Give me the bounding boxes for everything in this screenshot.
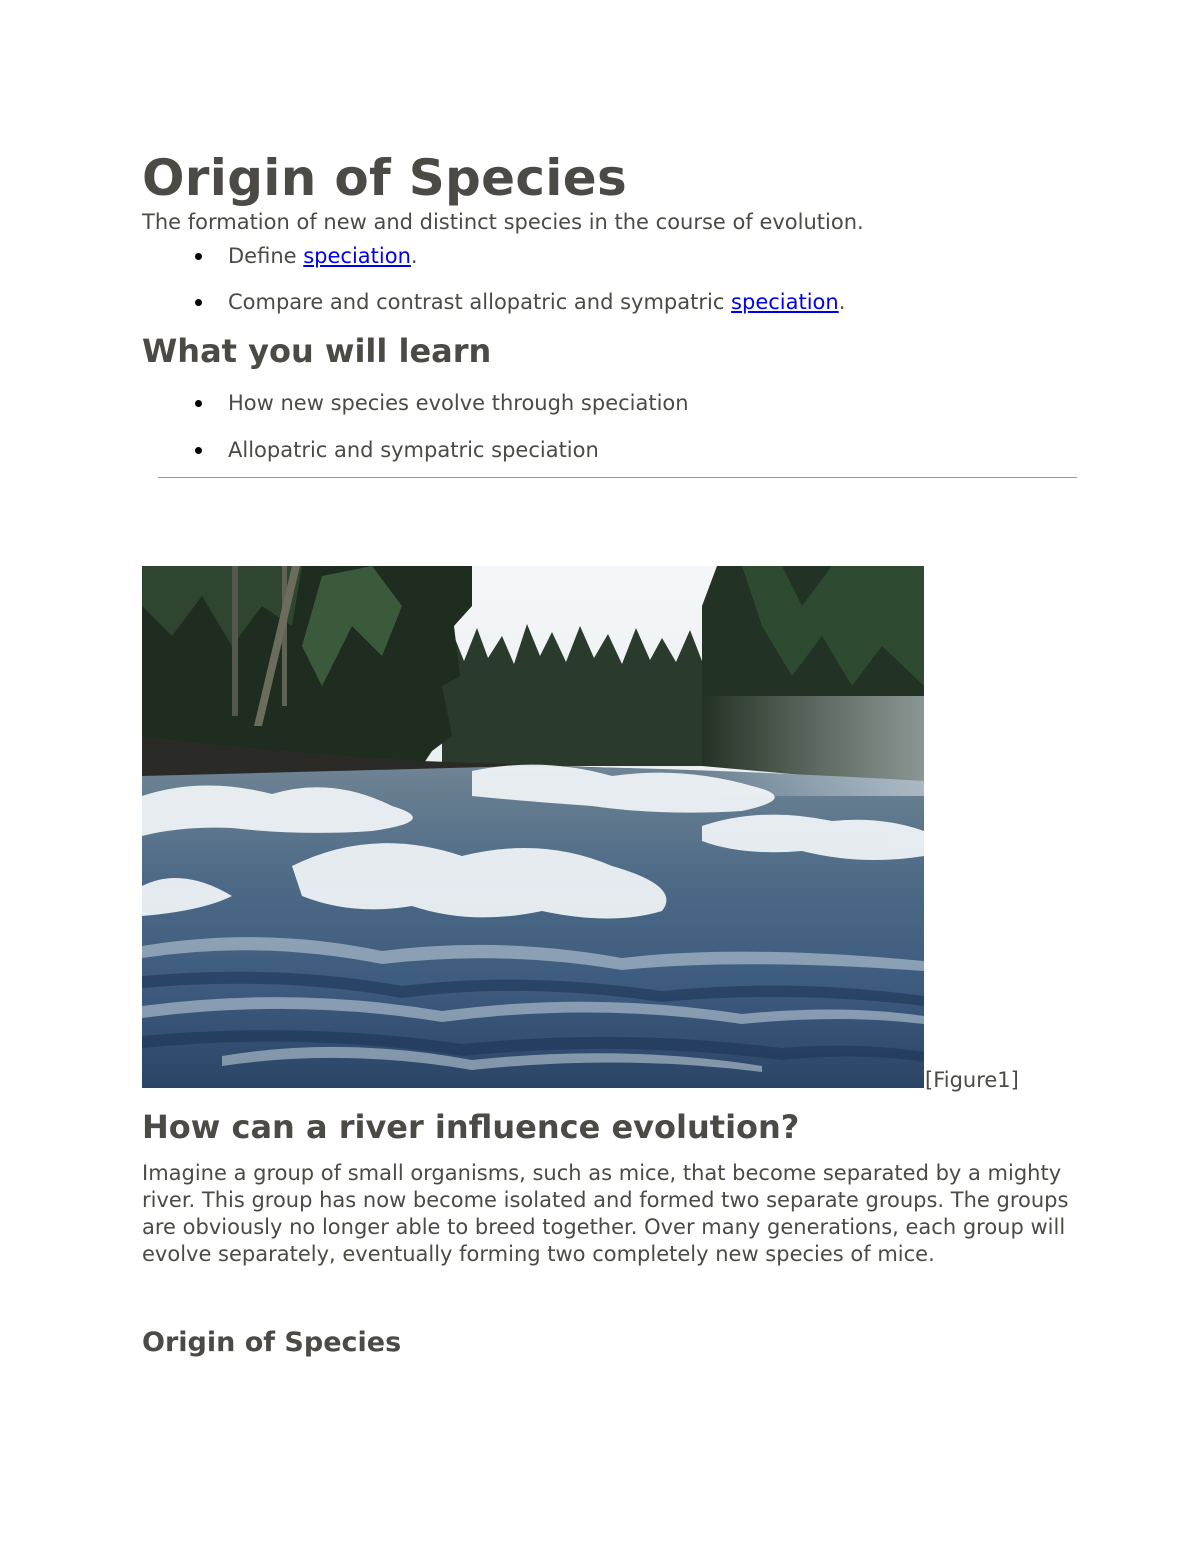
bullet-icon bbox=[195, 253, 202, 260]
section-heading: Origin of Species bbox=[142, 1327, 402, 1358]
bullet-icon bbox=[195, 400, 202, 407]
list-item: Allopatric and sympatric speciation bbox=[228, 436, 689, 464]
learn-list bbox=[228, 389, 689, 464]
figure-caption: [Figure1] bbox=[925, 1068, 1019, 1092]
page-subtitle: The formation of new and distinct species in the course of evolution. bbox=[142, 210, 864, 234]
bullet-icon bbox=[195, 447, 202, 454]
bullet-icon bbox=[195, 299, 202, 306]
river-heading: How can a river influence evolution? bbox=[142, 1108, 800, 1146]
page-title: Origin of Species bbox=[142, 149, 628, 207]
objectives-list bbox=[228, 242, 845, 316]
river-paragraph: Imagine a group of small organisms, such as mice, that become separated by a mighty river. This group has now become isolated and formed two separate groups. The groups are obviously no longer able to breed together. Over many generations, each group will evolve separately, eventually forming two completely new species of mice. bbox=[142, 1161, 1069, 1266]
speciation-link[interactable]: speciation bbox=[731, 290, 839, 314]
learn-heading: What you will learn bbox=[142, 332, 492, 370]
horizontal-divider bbox=[158, 477, 1077, 478]
speciation-link[interactable]: speciation bbox=[303, 244, 411, 268]
list-item: How new species evolve through speciation bbox=[228, 389, 689, 417]
river-rapids-image bbox=[142, 566, 924, 1088]
list-item: Define speciation. bbox=[228, 242, 845, 270]
list-item: Compare and contrast allopatric and sympatric speciation. bbox=[228, 288, 845, 316]
